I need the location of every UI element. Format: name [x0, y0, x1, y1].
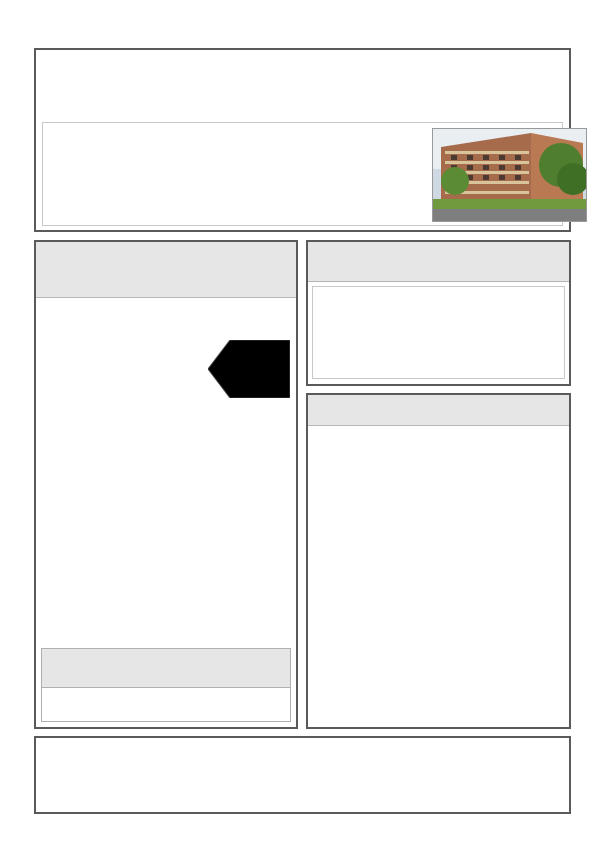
requirement-header [41, 648, 291, 688]
indicators-panel [306, 393, 571, 729]
indicators-header [308, 395, 569, 426]
legend-swatch [321, 305, 328, 312]
building-photo [432, 128, 587, 222]
header-panel [34, 48, 571, 232]
pie-chart [475, 288, 565, 378]
classification-panel [34, 240, 298, 729]
legend-item-szte [321, 293, 332, 300]
distribution-header [308, 242, 569, 282]
footer-panel [34, 736, 571, 814]
legend-item-electricity [321, 305, 332, 312]
distribution-chart [312, 286, 565, 379]
classification-header [36, 242, 296, 298]
requirement-value [41, 688, 291, 722]
distribution-panel [306, 240, 571, 386]
legend-swatch [321, 293, 328, 300]
result-arrow [208, 340, 290, 398]
